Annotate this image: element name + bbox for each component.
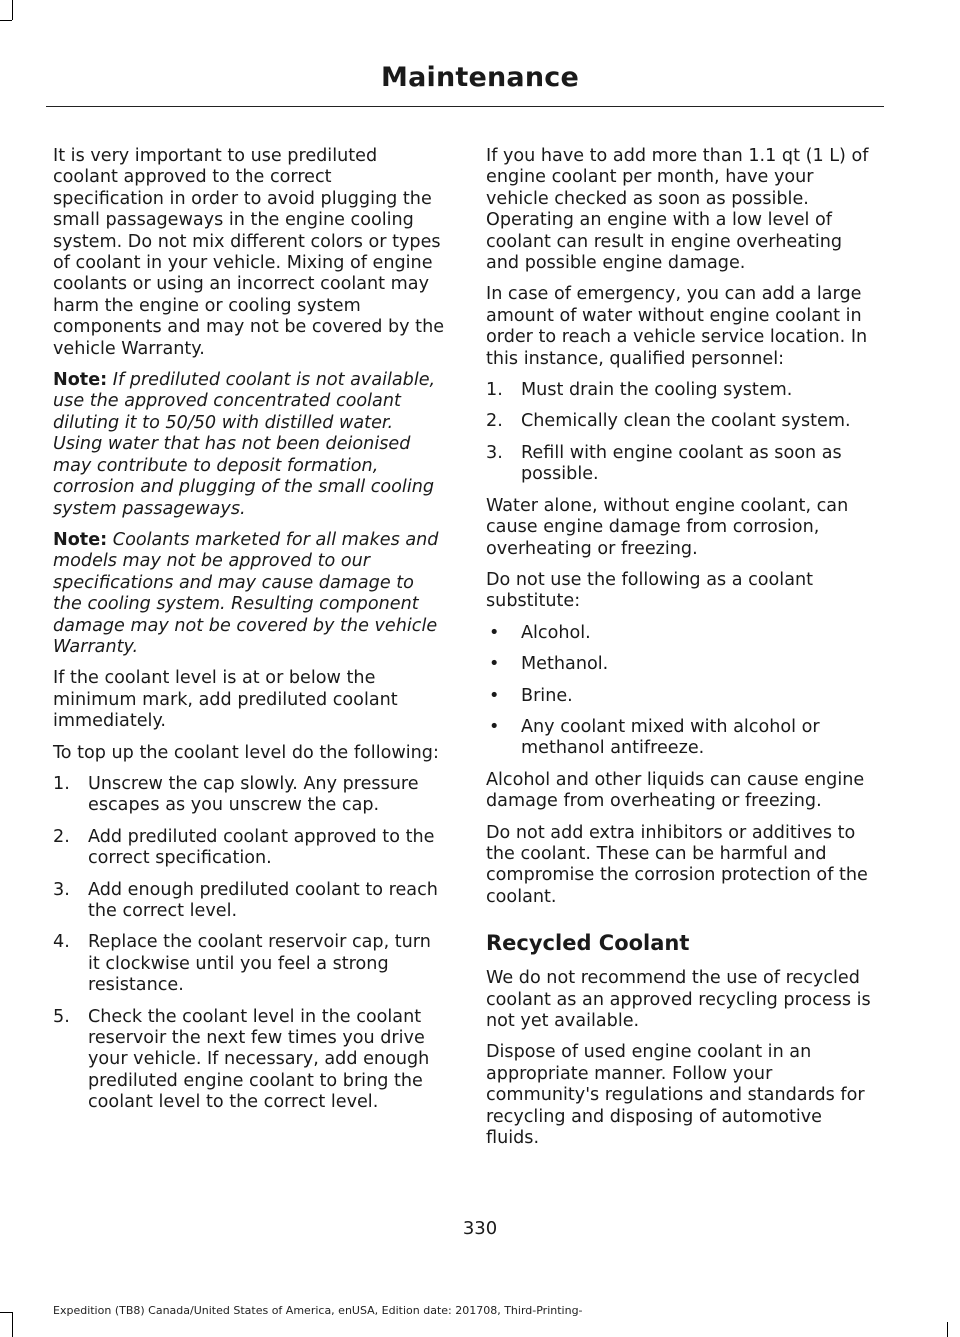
list-item [486,380,878,401]
list-number: 3. [53,879,70,900]
note-coolants-marketed [53,530,445,658]
level-paragraph: If the coolant level is at or below the minimum mark, add prediluted coolant immediately. [53,668,398,732]
footer-text: Expedition (TB8) Canada/United States of America, enUSA, Edition date: 201708, Third-Printing- [53,1304,583,1317]
bullet-item [486,623,878,644]
list-number: 1. [486,380,503,401]
list-item [53,880,445,923]
list-text: Check the coolant level in the coolant reservoir the next few times you drive your vehicle. If necessary, add enough prediluted engine coolant to bring the coolant level to the correct level. [88,1006,430,1113]
section-title: Maintenance [381,62,579,93]
intro-paragraph: It is very important to use prediluted coolant approved to the correct specification in order to avoid plugging the small passageways in the engine cooling system. Do not mix different colors or types of coolant in your vehicle. Mixing of engine coolants or using an incorrect coolant may harm the engine or cooling system components and may not be covered by the vehicle Warranty. [53,146,445,359]
bullet-icon: • [489,654,500,675]
crop-mark [0,1312,12,1313]
bullet-item [486,717,878,760]
list-item [486,411,878,432]
list-text: Replace the coolant reservoir cap, turn it clockwise until you feel a strong resistance. [88,932,431,996]
list-item [53,827,445,870]
bullet-item [486,686,878,707]
note-label: Note: [53,529,108,550]
topup-intro: To top up the coolant level do the following: [53,742,439,763]
paragraph-recycled: We do not recommend the use of recycled coolant as an approved recycling process is not yet available. [486,968,871,1031]
list-text: Add prediluted coolant approved to the correct specification. [88,826,435,869]
list-item [53,932,445,996]
list-item [53,1007,445,1114]
bullet-text: Alcohol. [521,622,591,643]
note-text: If prediluted coolant is not available, use the approved concentrated coolant diluting it to 50/50 with distilled water. Using water that has not been deionised may contribute to deposit formation, corrosion and plugging of the small cooling system passageways. [53,370,436,519]
list-number: 3. [486,442,503,463]
note-label: Note: [53,370,108,391]
note-text: Coolants marketed for all makes and models may not be approved to our specifications and may cause damage to the cooling system. Resulting component damage may not be covered by the vehicle Warranty. [53,529,439,657]
left-column [53,146,445,1124]
bullet-icon: • [489,685,500,706]
bullet-text: Brine. [521,685,573,706]
bullet-icon: • [489,622,500,643]
list-text: Refill with engine coolant as soon as possible. [521,442,842,485]
paragraph-alcohol: Alcohol and other liquids can cause engine damage from overheating or freezing. [486,769,865,812]
crop-mark [12,1312,13,1337]
list-text: Chemically clean the coolant system. [521,411,851,432]
list-text: Must drain the cooling system. [521,380,793,401]
bullet-icon: • [489,716,500,737]
crop-mark [0,20,12,21]
list-number: 2. [486,411,503,432]
paragraph-emergency: In case of emergency, you can add a large amount of water without engine coolant in order to reach a vehicle service location. In this instance, qualified personnel: [486,284,868,369]
paragraph-water-alone: Water alone, without engine coolant, can cause engine damage from corrosion, overheating or freezing. [486,495,849,559]
bullet-text: Any coolant mixed with alcohol or methanol antifreeze. [521,716,820,759]
heading-recycled-coolant: Recycled Coolant [486,931,690,956]
list-number: 1. [53,773,70,794]
list-number: 5. [53,1006,70,1027]
list-number: 2. [53,826,70,847]
right-column [486,146,878,1159]
bullet-item [486,654,878,675]
list-item [53,774,445,817]
list-text: Unscrew the cap slowly. Any pressure escapes as you unscrew the cap. [88,773,419,816]
paragraph-dispose: Dispose of used engine coolant in an appropriate manner. Follow your community's regulations and standards for recycling and disposing of automotive fluids. [486,1042,865,1149]
paragraph-do-not-use: Do not use the following as a coolant substitute: [486,569,814,612]
header-rule [46,106,884,107]
list-item [486,443,878,486]
list-text: Add enough prediluted coolant to reach the correct level. [88,879,438,921]
bullet-text: Methanol. [521,654,609,675]
crop-mark [947,1322,948,1337]
page-number: 330 [462,1218,498,1239]
crop-mark [12,0,13,20]
list-number: 4. [53,932,70,953]
note-prediluted [53,370,445,520]
paragraph-inhibitors: Do not add extra inhibitors or additives to the coolant. These can be harmful and compromise the corrosion protection of the coolant. [486,822,868,907]
paragraph-add-more: If you have to add more than 1.1 qt (1 L) of engine coolant per month, have your vehicle checked as soon as possible. Operating an engine with a low level of coolant can result in engine overheating and possible engine damage. [486,146,869,274]
